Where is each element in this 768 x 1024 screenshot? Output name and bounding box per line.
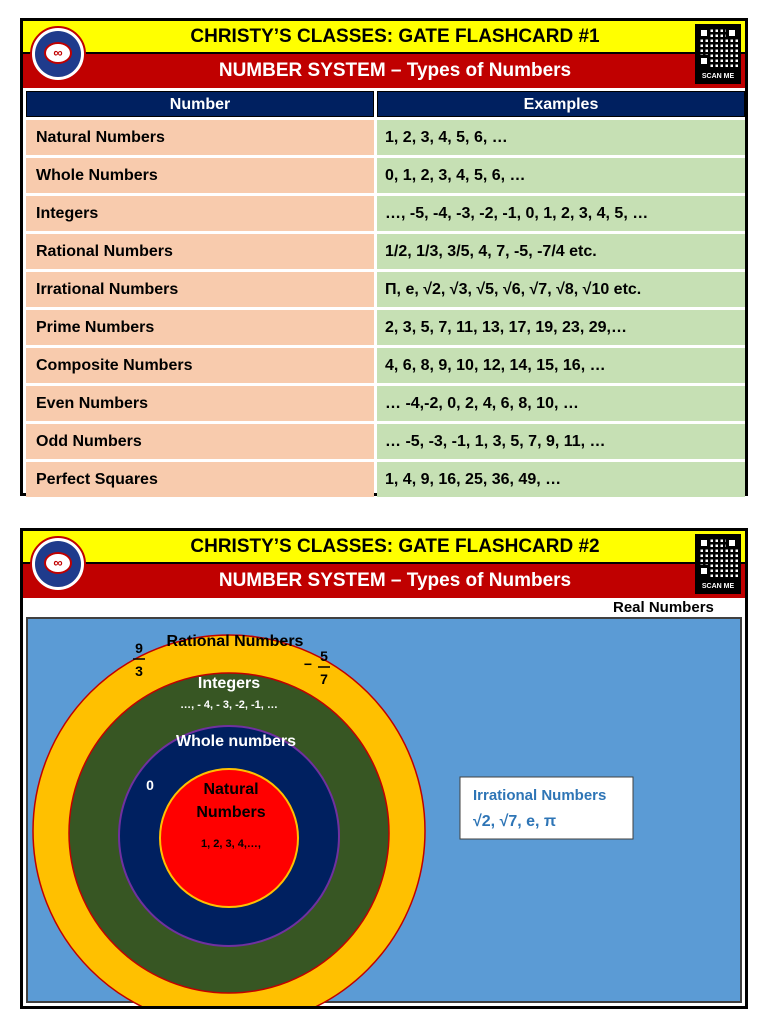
whole-numbers-zero: 0 [146, 777, 154, 793]
subtitle-band [23, 564, 745, 598]
table-row [26, 196, 745, 231]
fraction-left-numerator: 9 [135, 640, 143, 656]
examples-cell: 1, 2, 3, 4, 5, 6, … [377, 120, 745, 155]
qr-code[interactable] [695, 534, 741, 594]
number-type-cell: Odd Numbers [26, 424, 374, 459]
title-band [23, 21, 745, 54]
infinity-icon: ∞ [44, 42, 72, 64]
scan-me-label: SCAN ME [701, 583, 735, 590]
card-title: CHRISTY’S CLASSES: GATE FLASHCARD #1 [190, 26, 600, 47]
number-type-cell: Prime Numbers [26, 310, 374, 345]
number-type-cell: Rational Numbers [26, 234, 374, 269]
whole-numbers-label: Whole numbers [175, 733, 297, 750]
real-numbers-diagram [23, 598, 745, 1006]
table-row [26, 424, 745, 459]
number-type-cell: Perfect Squares [26, 462, 374, 497]
table-row [26, 386, 745, 421]
fraction-right-denominator: 7 [320, 671, 328, 687]
fraction-right-numerator: 5 [320, 648, 328, 664]
rational-numbers-label: Rational Numbers [166, 633, 304, 650]
examples-cell: 1, 4, 9, 16, 25, 36, 49, … [377, 462, 745, 497]
number-types-table [26, 91, 745, 497]
card-header [23, 531, 745, 598]
examples-cell: 1/2, 1/3, 3/5, 4, 7, -5, -7/4 etc. [377, 234, 745, 269]
infinity-icon: ∞ [44, 552, 72, 574]
real-numbers-label: Real Numbers [613, 599, 714, 616]
number-type-cell: Irrational Numbers [26, 272, 374, 307]
number-type-cell: Whole Numbers [26, 158, 374, 193]
table-row [26, 272, 745, 307]
irrational-numbers-label: Irrational Numbers [473, 787, 607, 804]
table-header [26, 91, 745, 117]
natural-numbers-examples: 1, 2, 3, 4,…, [201, 838, 261, 850]
table-row [26, 120, 745, 155]
natural-numbers-label-line2: Numbers [196, 804, 266, 821]
integers-examples: …, - 4, - 3, -2, -1, … [180, 699, 278, 711]
number-type-cell: Integers [26, 196, 374, 231]
examples-cell: … -5, -3, -1, 1, 3, 5, 7, 9, 11, … [377, 424, 745, 459]
examples-cell: 4, 6, 8, 9, 10, 12, 14, 15, 16, … [377, 348, 745, 383]
table-row [26, 462, 745, 497]
header-examples: Examples [377, 91, 745, 117]
table-row [26, 234, 745, 269]
table-row [26, 310, 745, 345]
irrational-numbers-examples: √2, √7, e, π [473, 813, 557, 830]
examples-cell: … -4,-2, 0, 2, 4, 6, 8, 10, … [377, 386, 745, 421]
fraction-right-sign: − [303, 656, 313, 672]
examples-cell: …, -5, -4, -3, -2, -1, 0, 1, 2, 3, 4, 5, … [377, 196, 745, 231]
number-type-cell: Natural Numbers [26, 120, 374, 155]
number-type-cell: Composite Numbers [26, 348, 374, 383]
examples-cell: 0, 1, 2, 3, 4, 5, 6, … [377, 158, 745, 193]
examples-cell: 2, 3, 5, 7, 11, 13, 17, 19, 23, 29,… [377, 310, 745, 345]
table-row [26, 158, 745, 193]
fraction-left-denominator: 3 [135, 663, 143, 679]
number-type-cell: Even Numbers [26, 386, 374, 421]
subtitle-band [23, 54, 745, 88]
christys-classes-logo [30, 536, 86, 592]
qr-code[interactable] [695, 24, 741, 84]
title-band [23, 531, 745, 564]
card-title: CHRISTY’S CLASSES: GATE FLASHCARD #2 [190, 536, 600, 557]
natural-numbers-label-line1: Natural [203, 781, 259, 798]
flashcard-2 [20, 528, 748, 1009]
examples-cell: Π, e, √2, √3, √5, √6, √7, √8, √10 etc. [377, 272, 745, 307]
integers-label: Integers [197, 675, 261, 692]
christys-classes-logo [30, 26, 86, 82]
card-subtitle: NUMBER SYSTEM – Types of Numbers [218, 570, 572, 591]
card-header [23, 21, 745, 88]
header-number: Number [26, 91, 374, 117]
table-row [26, 348, 745, 383]
flashcard-1 [20, 18, 748, 496]
card-subtitle: NUMBER SYSTEM – Types of Numbers [218, 60, 572, 81]
scan-me-label: SCAN ME [701, 73, 735, 80]
